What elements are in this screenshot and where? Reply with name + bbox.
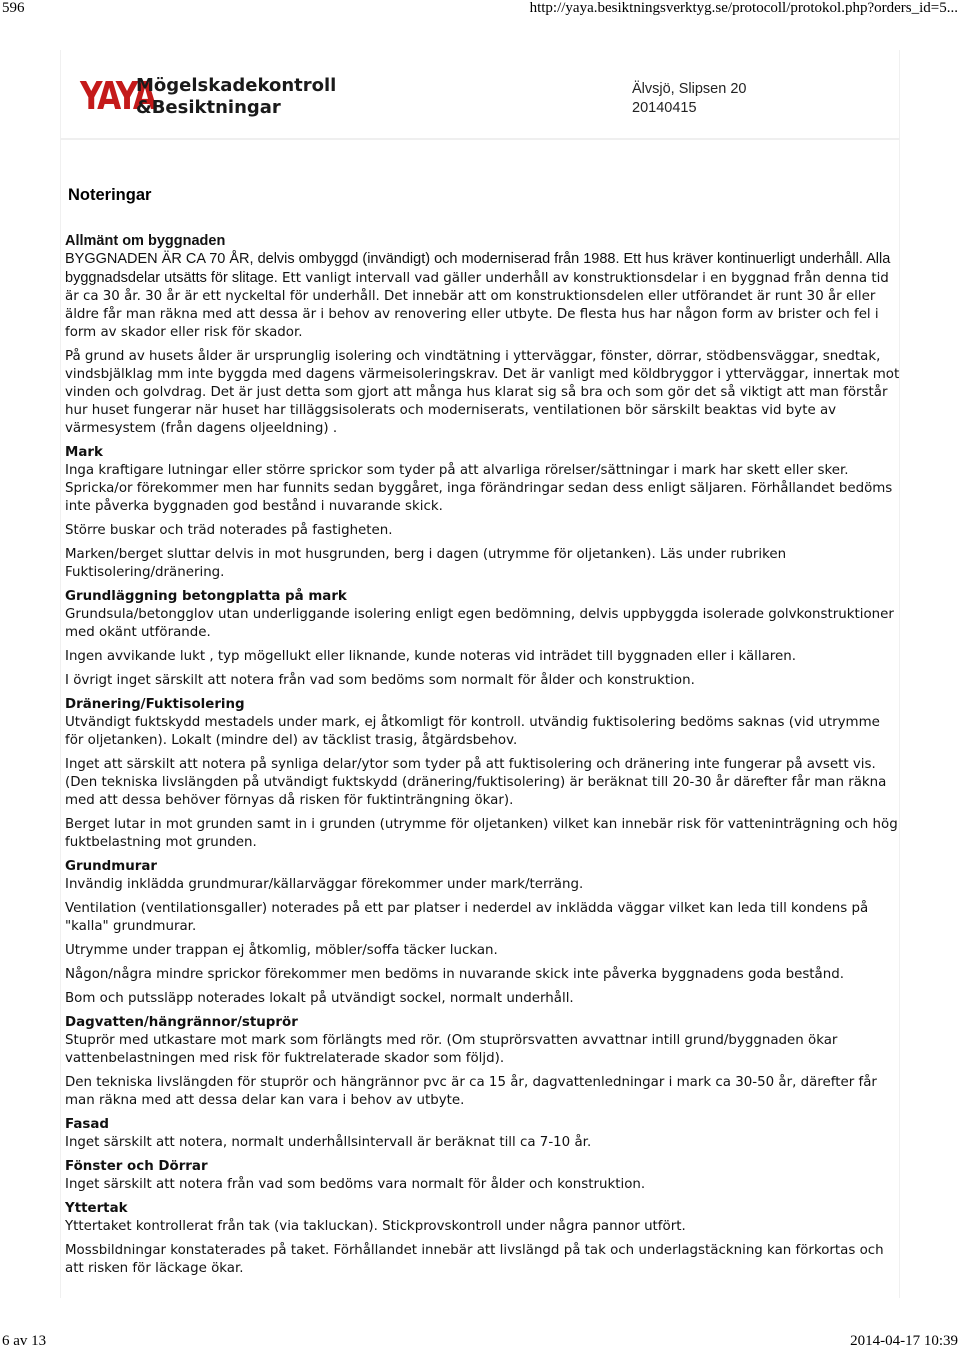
page-title: Noteringar xyxy=(68,186,152,204)
section-paragraph: Inget särskilt att notera från vad som bedöms vara normalt för ålder och konstruktion. xyxy=(65,1177,646,1192)
section-paragraph: Större buskar och träd noterades på fastigheten. xyxy=(65,523,393,538)
property-address xyxy=(632,80,746,118)
section-heading-grundmurar: Grundmurar xyxy=(65,859,157,874)
section-heading-fasad: Fasad xyxy=(65,1117,109,1132)
print-footer xyxy=(0,1332,960,1354)
address-line: Älvsjö, Slipsen 20 xyxy=(632,81,747,97)
section-heading-mark: Mark xyxy=(65,445,103,460)
section-paragraph: Ingen avvikande lukt , typ mögellukt eller liknande, kunde noteras vid inträdet till byggnaden eller i källaren. xyxy=(65,649,797,664)
section-paragraph: Ventilation (ventilationsgaller) noterades på ett par platser i nederdel av inklädda väggar vilket kan leda till kondens på "kalla" grundmurar. xyxy=(65,901,869,934)
protocol-date: 20140415 xyxy=(632,100,697,116)
intro-rest: Ett vanligt intervall vad gäller underhåll av konstruktionsdelar i en byggnad från denna tid är ca 30 år. 30 år är ett nyckeltal för underhåll. Det innebär att om konstruktionsdelen eller utförandet är runt 30 år eller äldre får man räkna med att dessa är i behov av renovering eller utbyte. De flesta hus har någon form av brister och fel i form av skador eller risk för skador. xyxy=(65,271,889,340)
section-paragraph: Mossbildningar konstaterades på taket. Förhållandet innebär att livslängd på tak och underlagstäckning kan förkortas och att risken för läckage ökar. xyxy=(65,1243,884,1276)
section-paragraph: Någon/några mindre sprickor förekommer men bedöms in nuvarande skick inte påverka byggnadens goda bestånd. xyxy=(65,967,845,982)
section-heading-allmant: Allmänt om byggnaden xyxy=(65,233,226,249)
section-paragraph xyxy=(65,250,900,342)
intro-lead: BYGGNADEN ÄR CA 70 ÅR, delvis ombyggd (invändigt) och moderniserad från 1988. Ett hus kräver kontinuerligt underhåll. Alla byggnadsdelar utsätts för slitage. xyxy=(65,251,891,286)
page-counter: 6 av 13 xyxy=(2,1333,47,1349)
section-paragraph: Inga kraftigare lutningar eller större sprickor som tyder på att alvarliga rörelser/sättningar i mark har skett eller sker. Spricka/or förekommer men har funnits sedan byggåret, inga förändringar sedan dess enligt säljaren. Förhållandet bedöms inte påverka byggnaden god bestånd i nuvarande skick. xyxy=(65,463,893,514)
section-heading-dagvatten: Dagvatten/hängrännor/stuprör xyxy=(65,1015,298,1030)
print-header xyxy=(0,0,960,20)
section-heading-dranering: Dränering/Fuktisolering xyxy=(65,697,245,712)
section-paragraph: Berget lutar in mot grunden samt in i grunden (utrymme för oljetanken) vilket kan innebär risk för vatteninträgning och hög fuktbelastning mot grunden. xyxy=(65,817,898,850)
print-page-number: 596 xyxy=(2,0,25,16)
logo-line2: &Besiktningar xyxy=(136,97,281,118)
section-paragraph: I övrigt inget särskilt att notera från vad som bedöms som normalt för ålder och konstruktion. xyxy=(65,673,695,688)
section-heading-yttertak: Yttertak xyxy=(65,1201,128,1216)
section-paragraph: Stuprör med utkastare mot mark som förlängts med rör. (Om stuprörsvatten avvattnar intill grund/byggnaden ökar vattenbelastningen med risk för fuktrelaterade skador som följd). xyxy=(65,1033,838,1066)
section-paragraph: På grund av husets ålder är ursprunglig isolering och vindtätning i ytterväggar, fönster, dörrar, stödbensväggar, snedtak, vindsbjälklag mm inte byggda med dagens värmeisoleringskrav. Det är vanligt med köldbryggor i ytterväggar, innertak mot vinden och golvdrag. Det är just detta som gjort att många hus klarat sig så bra och som gör det så viktigt att man förstår hur huset fungerar när huset har tilläggsisolerats och moderniserats, ventilationen bör särskilt beaktas vid byte av värmesystem (från dagens oljeeldning) . xyxy=(65,349,900,436)
print-url: http://yaya.besiktningsverktyg.se/protocoll/protokol.php?orders_id=5... xyxy=(529,0,958,16)
section-paragraph: Inget särskilt att notera, normalt underhållsintervall är beräknat till ca 7-10 år. xyxy=(65,1135,592,1150)
company-logo xyxy=(80,74,355,120)
logo-mark: YAYA xyxy=(80,74,155,118)
section-paragraph: Utvändigt fuktskydd mestadels under mark, ej åtkomligt för kontroll. utvändig fuktisolering bedöms saknas (vid utrymme för oljetanken). Lokalt (mindre del) av täcklist trasig, åtgärdsbehov. xyxy=(65,715,880,748)
section-paragraph: Utrymme under trappan ej åtkomlig, möbler/soffa täcker luckan. xyxy=(65,943,498,958)
frame-left-border xyxy=(60,50,61,1298)
section-paragraph: Grundsula/betongglov utan underliggande isolering enligt egen bedömning, delvis uppbyggda isolerade golvkonstruktioner med okänt utförande. xyxy=(65,607,894,640)
section-paragraph: Bom och putssläpp noterades lokalt på utvändigt sockel, normalt underhåll. xyxy=(65,991,574,1006)
section-paragraph: Yttertaket kontrollerat från tak (via takluckan). Stickprovskontroll under några pannor utfört. xyxy=(65,1219,686,1234)
section-paragraph: Invändig inklädda grundmurar/källarväggar förekommer under mark/terräng. xyxy=(65,877,584,892)
section-paragraph: Inget att särskilt att notera på synliga delar/ytor som tyder på att fuktisolering och dränering inte fungerar på avsett vis. (Den tekniska livslängden på utvändigt fuktskydd (dränering/fuktisolering) är beräknat till 20-30 år därefter får man räkna med att dessa behöver förnyas då risken för fuktinträngning ökar). xyxy=(65,757,887,808)
section-heading-grund: Grundläggning betongplatta på mark xyxy=(65,589,347,604)
header-divider xyxy=(60,138,900,140)
section-heading-fonster: Fönster och Dörrar xyxy=(65,1159,208,1174)
logo-line1: Mögelskadekontroll xyxy=(136,75,337,96)
print-datetime: 2014-04-17 10:39 xyxy=(850,1333,958,1349)
notes-content xyxy=(65,232,900,1278)
section-paragraph: Den tekniska livslängden för stuprör och hängrännor pvc är ca 15 år, dagvattenledningar i mark ca 30-50 år, därefter får man räkna med att dessa delar kan vara i behov av utbyte. xyxy=(65,1075,877,1108)
section-paragraph: Marken/berget sluttar delvis in mot husgrunden, berg i dagen (utrymme för oljetanken). Läs under rubriken Fuktisolering/dränering. xyxy=(65,547,787,580)
